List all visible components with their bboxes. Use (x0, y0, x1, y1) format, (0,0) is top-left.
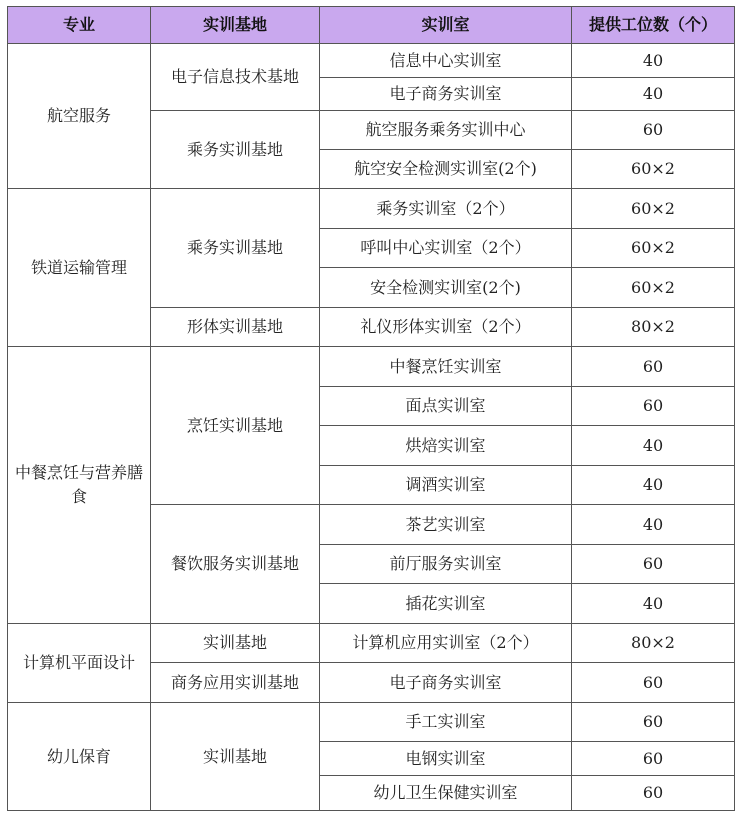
table-row (8, 44, 735, 78)
seats-cell: 80×2 (572, 624, 735, 663)
seats-cell: 40 (572, 505, 735, 545)
seats-cell: 40 (572, 44, 735, 78)
seats-cell: 60 (572, 742, 735, 776)
seats-cell: 60×2 (572, 229, 735, 268)
base-cell: 电子信息技术基地 (151, 44, 320, 111)
table-header-row (8, 7, 735, 44)
base-cell: 商务应用实训基地 (151, 663, 320, 703)
room-cell: 礼仪形体实训室（2个） (320, 308, 572, 347)
seats-cell: 60×2 (572, 268, 735, 308)
base-cell: 实训基地 (151, 703, 320, 811)
seats-cell: 60×2 (572, 189, 735, 229)
major-cell: 计算机平面设计 (8, 624, 151, 703)
base-cell: 乘务实训基地 (151, 111, 320, 189)
seats-cell: 80×2 (572, 308, 735, 347)
room-cell: 电子商务实训室 (320, 663, 572, 703)
room-cell: 乘务实训室（2个） (320, 189, 572, 229)
room-cell: 调酒实训室 (320, 466, 572, 505)
room-cell: 中餐烹饪实训室 (320, 347, 572, 387)
room-cell: 信息中心实训室 (320, 44, 572, 78)
header-room: 实训室 (320, 7, 572, 44)
base-cell: 实训基地 (151, 624, 320, 663)
seats-cell: 60 (572, 703, 735, 742)
seats-cell: 60×2 (572, 150, 735, 189)
room-cell: 手工实训室 (320, 703, 572, 742)
room-cell: 茶艺实训室 (320, 505, 572, 545)
major-cell: 中餐烹饪与营养膳食 (8, 347, 151, 624)
table-row (8, 624, 735, 663)
room-cell: 面点实训室 (320, 387, 572, 426)
seats-cell: 60 (572, 347, 735, 387)
header-major: 专业 (8, 7, 151, 44)
table-row (8, 703, 735, 742)
room-cell: 电子商务实训室 (320, 78, 572, 111)
base-cell: 餐饮服务实训基地 (151, 505, 320, 624)
base-cell: 烹饪实训基地 (151, 347, 320, 505)
seats-cell: 40 (572, 426, 735, 466)
seats-cell: 60 (572, 387, 735, 426)
major-cell: 幼儿保育 (8, 703, 151, 811)
room-cell: 航空服务乘务实训中心 (320, 111, 572, 150)
table-row (8, 189, 735, 229)
seats-cell: 40 (572, 466, 735, 505)
seats-cell: 40 (572, 584, 735, 624)
base-cell: 乘务实训基地 (151, 189, 320, 308)
base-cell: 形体实训基地 (151, 308, 320, 347)
room-cell: 航空安全检测实训室(2个) (320, 150, 572, 189)
header-base: 实训基地 (151, 7, 320, 44)
room-cell: 安全检测实训室(2个) (320, 268, 572, 308)
training-facilities-table (7, 6, 735, 811)
seats-cell: 60 (572, 776, 735, 811)
seats-cell: 60 (572, 545, 735, 584)
room-cell: 计算机应用实训室（2个） (320, 624, 572, 663)
major-cell: 航空服务 (8, 44, 151, 189)
table-row (8, 347, 735, 387)
header-seats: 提供工位数（个） (572, 7, 735, 44)
room-cell: 插花实训室 (320, 584, 572, 624)
seats-cell: 60 (572, 663, 735, 703)
room-cell: 烘焙实训室 (320, 426, 572, 466)
seats-cell: 60 (572, 111, 735, 150)
seats-cell: 40 (572, 78, 735, 111)
room-cell: 电钢实训室 (320, 742, 572, 776)
room-cell: 呼叫中心实训室（2个） (320, 229, 572, 268)
major-cell: 铁道运输管理 (8, 189, 151, 347)
room-cell: 幼儿卫生保健实训室 (320, 776, 572, 811)
room-cell: 前厅服务实训室 (320, 545, 572, 584)
